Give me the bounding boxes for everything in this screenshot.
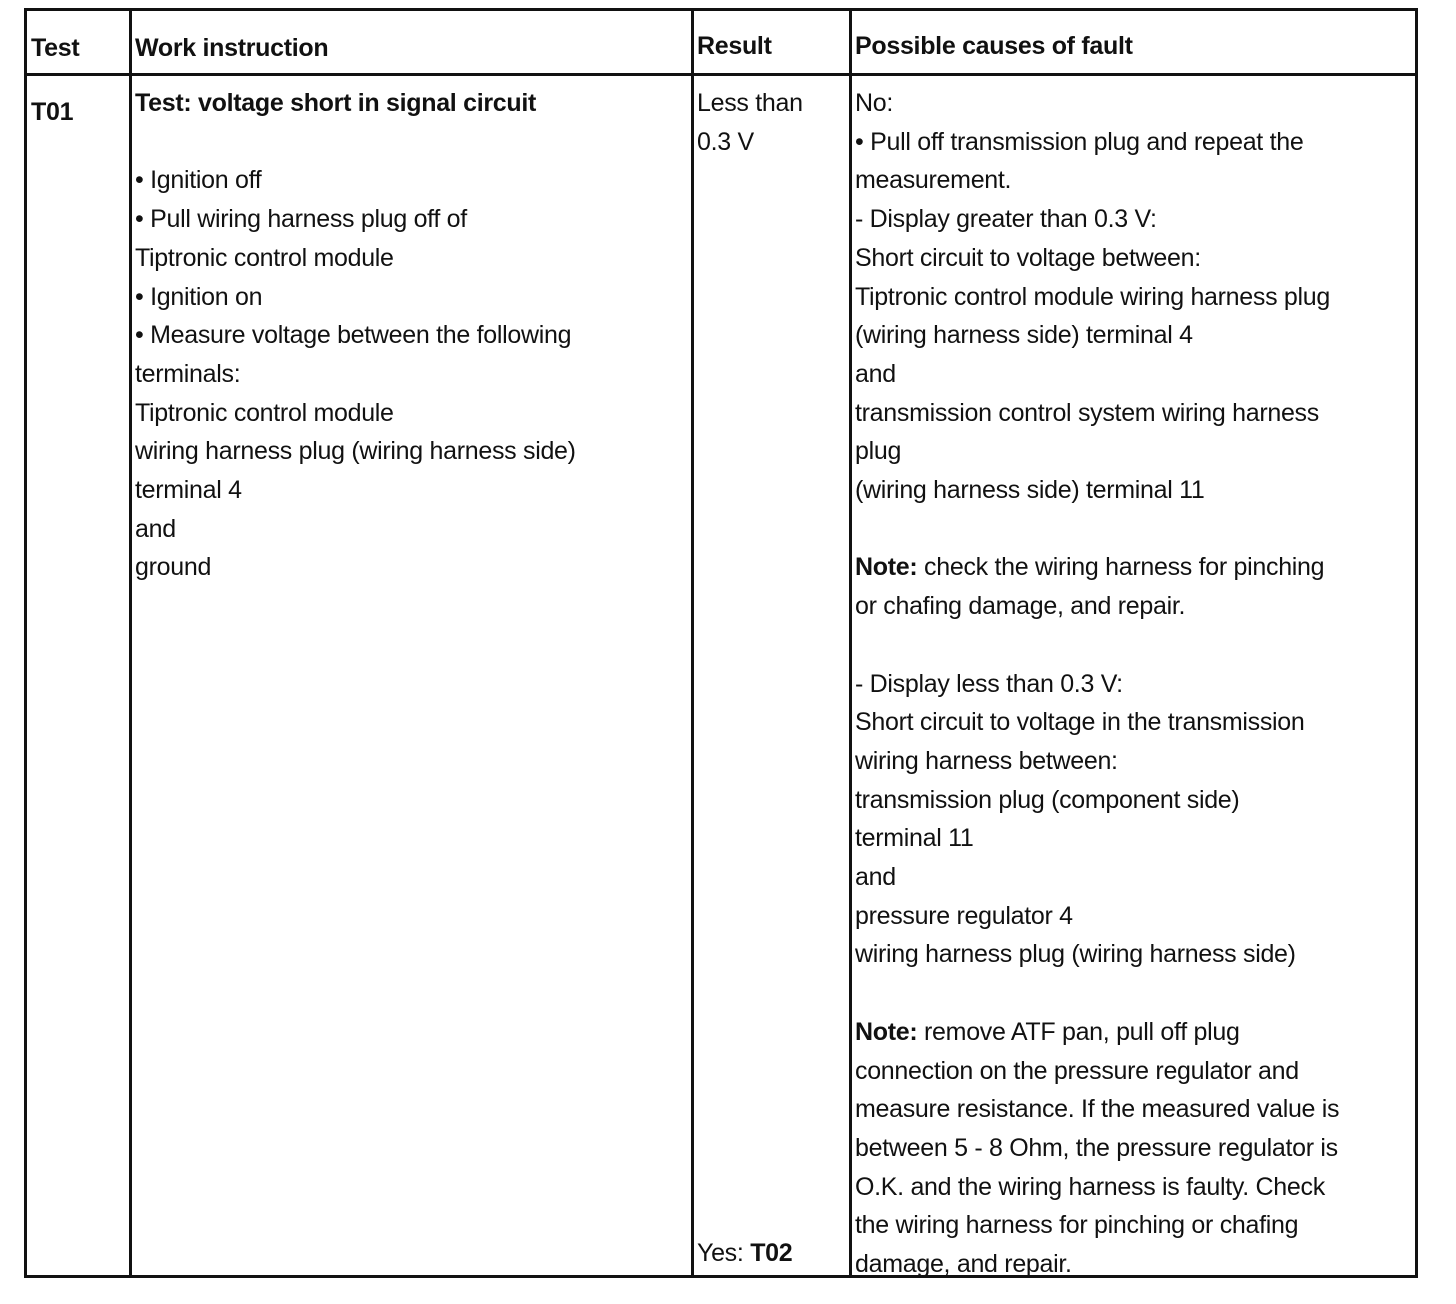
cause-line: Short circuit to voltage in the transmission [855,708,1305,737]
work-instruction-cell [135,84,576,587]
work-step: • Pull wiring harness plug off of [135,205,467,234]
work-step: wiring harness plug (wiring harness side) [135,437,576,466]
note-line: measure resistance. If the measured value is [855,1095,1340,1124]
cause-line: measurement. [855,166,1012,195]
work-instruction-title: Test: voltage short in signal circuit [135,89,537,117]
cause-line: (wiring harness side) terminal 11 [855,476,1205,505]
work-step: terminal 4 [135,476,242,505]
result-yes-prefix: Yes: [697,1239,751,1267]
cause-line: - Display greater than 0.3 V: [855,205,1157,234]
column-divider [849,11,852,1275]
note-line [855,1013,1339,1052]
result-line: 0.3 V [697,127,754,156]
result-cell [697,84,803,161]
cause-line: and [855,359,896,388]
note-line: the wiring harness for pinching or chafing [855,1211,1299,1240]
work-step: • Ignition off [135,166,262,195]
cause-line: • Pull off transmission plug and repeat the [855,127,1304,156]
header-test: Test [31,34,80,62]
note-line: connection on the pressure regulator and [855,1056,1299,1085]
note-text: check the wiring harness for pinching [917,553,1325,582]
cause-line: Tiptronic control module wiring harness plug [855,282,1330,311]
cause-line: (wiring harness side) terminal 4 [855,321,1193,350]
header-result: Result [697,32,772,60]
note-line [855,548,1339,587]
note-text: remove ATF pan, pull off plug [917,1017,1240,1046]
note-line: or chafing damage, and repair. [855,592,1186,621]
note-label: Note: [855,1017,918,1046]
result-line: Less than [697,89,803,117]
cause-line: plug [855,437,902,466]
cause-line: transmission plug (component side) [855,785,1240,814]
cause-line: pressure regulator 4 [855,901,1073,930]
result-yes-target: T02 [750,1239,793,1267]
work-step: • Measure voltage between the following [135,321,572,350]
work-step: terminals: [135,359,241,388]
header-possible-causes: Possible causes of fault [855,32,1133,60]
test-id: T01 [31,98,74,126]
diagnostic-table [24,8,1418,1278]
column-divider [691,11,694,1275]
cause-line: transmission control system wiring harness [855,398,1319,427]
work-step: Tiptronic control module [135,243,394,272]
header-work-instruction: Work instruction [135,34,329,62]
note-line: O.K. and the wiring harness is faulty. Check [855,1172,1325,1201]
note-label: Note: [855,553,918,582]
cause-line: Short circuit to voltage between: [855,243,1201,272]
cause-line: terminal 11 [855,824,974,853]
work-step: ground [135,553,212,582]
possible-causes-cell [855,84,1339,1284]
note-line: between 5 - 8 Ohm, the pressure regulator is [855,1133,1338,1162]
cause-line: No: [855,89,894,117]
note-line: damage, and repair. [855,1250,1072,1279]
result-yes [697,1234,792,1273]
work-step: and [135,514,176,543]
work-step: • Ignition on [135,282,263,311]
column-divider [129,11,132,1275]
cause-line: - Display less than 0.3 V: [855,669,1123,698]
cause-line: wiring harness between: [855,746,1118,775]
cause-line: wiring harness plug (wiring harness side) [855,940,1296,969]
header-divider [27,73,1415,76]
cause-line: and [855,863,896,892]
work-step: Tiptronic control module [135,398,394,427]
